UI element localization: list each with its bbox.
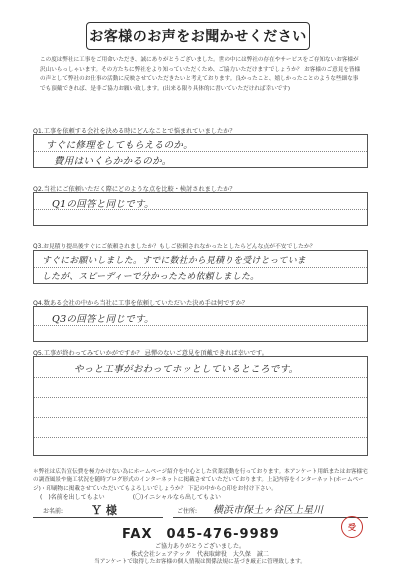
- answer-3-line-1: すぐにお願いしました。すでに数社から見積りを受けとっていま: [42, 256, 306, 266]
- ruled-line: [34, 417, 367, 418]
- answer-box-5: [33, 356, 368, 456]
- answer-2-line-1: Q1の回答と同じです。: [52, 199, 154, 210]
- answer-box-3: [33, 250, 368, 284]
- answer-5-line-1: やっと工事がおわってホッとしているところです。: [74, 364, 299, 375]
- answer-box-2: [33, 192, 368, 226]
- question-4: Q4.数ある会社の中から当社に工事を依頼していただいた決め手は何ですか？: [33, 300, 248, 307]
- fax-number: FAX 045-476-9989: [122, 527, 280, 542]
- ruled-line: [34, 437, 367, 438]
- question-2: Q2.当社にご依頼いただく際にどのような点を比較・検討されましたか？: [33, 186, 236, 193]
- page-title: お客様のお声をお聞かせください: [86, 22, 310, 50]
- choice-prompt: 下記の中から○印をお付け下さい。: [188, 485, 277, 492]
- answer-box-1: [33, 134, 368, 168]
- ruled-line: [34, 325, 367, 326]
- question-1: Q1.工事を依頼する会社を決める時にどんなことで悩まれていましたか？: [33, 128, 236, 135]
- thanks-text: ご協力ありがとうございました。: [154, 543, 245, 550]
- ruled-line: [34, 377, 367, 378]
- ruled-line: [34, 397, 367, 398]
- address-underline: [173, 517, 368, 518]
- intro-text: この度は弊社に工事をご用命いただき、誠にありがとうございました。世の中には弊社の存在やサービスをご存知ないお客様が沢山いらっしゃいます。その方たちに弊社をより知っていただくため、ご協力いただけますでしょうか？ お客様のご意見を皆様の声として弊社のお仕事の活動に反映させていただきたいと考えております。良かったこと、嬉しかったことのような些細な事でも頂戴できれば、是非ご協力お願い致します。(出来る限り具体的に書いていただければ幸いです): [40, 57, 361, 92]
- address-value: 横浜市保土ヶ谷区上星川: [213, 505, 323, 516]
- name-underline: [33, 517, 163, 518]
- question-5: Q5.工事が終わってみていかがですか？ 忌憚のないご意見を頂戴できれば幸いです。: [33, 350, 268, 357]
- address-label: ご住所:: [177, 508, 198, 515]
- customer-info-row: [33, 501, 368, 519]
- choice-full-name[interactable]: ( )名前を出してもよい: [40, 494, 105, 501]
- answer-1-line-1: すぐに修理をしてもらえるのか。: [46, 140, 194, 151]
- ruled-line: [34, 151, 367, 152]
- consent-choices: [40, 492, 360, 501]
- name-value: Ｙ 様: [91, 504, 117, 517]
- name-label: お名前:: [43, 508, 64, 515]
- notes-text: ＊弊社は広告宣伝費を極力かけない為にホームページ紹介を中心とした営業活動を行っております。本アンケート用紙またはお客様宅の調査風景や施工状況を随時ブログ形式のインターネットに掲載させていただいております。上記内容をインターネット(ホームページ)・印刷物に掲載させていただいてもよろしいでしょうか？: [33, 469, 368, 492]
- answer-4-line-1: Q3の回答と同じです。: [52, 314, 154, 325]
- answer-box-4: [33, 306, 368, 342]
- privacy-notice: 当アンケートで取得したお客様の個人情報は関係法規に基づき厳正に管理致します。: [94, 559, 306, 565]
- question-3: Q3.お見積り提出後すぐにご依頼されましたか？もしご依頼されなかったとしたらどんな点が不安でしたか？: [33, 244, 316, 250]
- ruled-line: [34, 267, 367, 268]
- answer-1-line-2: 費用はいくらかかるのか。: [54, 156, 172, 167]
- choice-initials[interactable]: (〇)イニシャルなら出してもよい: [132, 494, 222, 501]
- company-signature: 株式会社シェアテック 代表取締役 大久保 誠二: [131, 551, 269, 558]
- received-stamp: 受: [341, 516, 363, 538]
- answer-3-line-2: したが、スピーディーで分かったため依頼しました。: [42, 272, 260, 282]
- publication-notes: [33, 468, 368, 493]
